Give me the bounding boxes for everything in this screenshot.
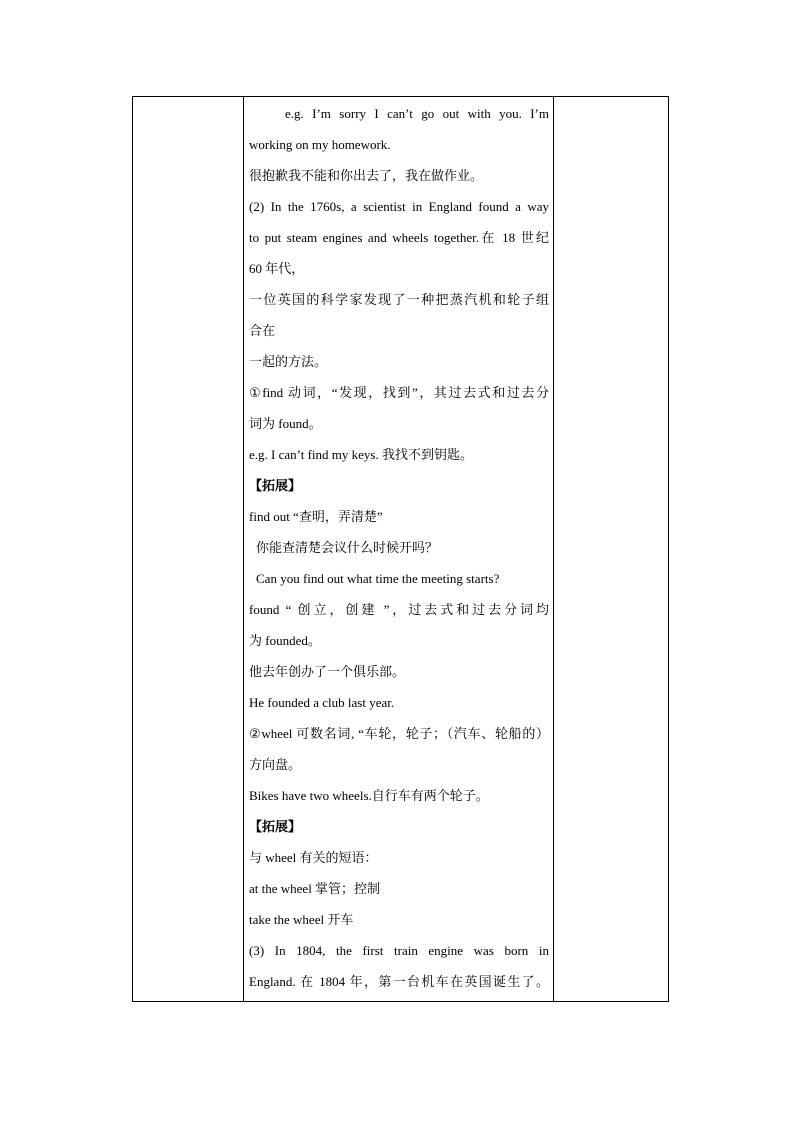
text-line: 一起的方法。 xyxy=(249,354,328,369)
text-line: 很抱歉我不能和你出去了，我在做作业。 xyxy=(249,168,484,183)
text-line: 你能查清楚会议什么时候开吗？ xyxy=(256,540,439,555)
text-line: 为 founded。 xyxy=(249,633,321,648)
text-line: 词为 found。 xyxy=(249,416,322,431)
text-line: to put steam engines and wheels together.在 18 世纪 xyxy=(249,230,549,245)
text-line: working on my homework. xyxy=(249,137,391,152)
section-heading: 【拓展】 xyxy=(249,478,302,493)
text-line: 60 年代， xyxy=(249,261,305,276)
text-line: Bikes have two wheels.自行车有两个轮子。 xyxy=(249,788,489,803)
text-line: ②wheel 可数名词, “车轮，轮子；（汽车、轮船的） xyxy=(249,726,549,741)
text-line: England. 在 1804 年，第一台机车在英国诞生了。 xyxy=(249,974,549,989)
text-line: 合在 xyxy=(249,323,276,338)
text-line: 方向盘。 xyxy=(249,757,302,772)
column-divider-right xyxy=(553,97,554,1001)
text-line: 一位英国的科学家发现了一种把蒸汽机和轮子组 xyxy=(249,292,549,307)
text-line: ①find 动词，“发现，找到”，其过去式和过去分 xyxy=(249,385,549,400)
text-line: (2) In the 1760s, a scientist in England found a way xyxy=(249,199,549,214)
text-line: 他去年创办了一个俱乐部。 xyxy=(249,664,406,679)
text-line: take the wheel 开车 xyxy=(249,912,354,927)
text-line: 与 wheel 有关的短语： xyxy=(249,850,378,865)
content-cell xyxy=(249,98,549,997)
text-line: He founded a club last year. xyxy=(249,695,395,710)
text-line: found “ 创立，创建 ”，过去式和过去分词均 xyxy=(249,602,549,617)
text-line: e.g. I’m sorry I can’t go out with you. I’m xyxy=(285,106,549,121)
column-divider-left xyxy=(243,97,244,1001)
text-line: find out “查明，弄清楚” xyxy=(249,509,383,524)
text-line: e.g. I can’t find my keys. 我找不到钥匙。 xyxy=(249,447,473,462)
text-line: at the wheel 掌管；控制 xyxy=(249,881,381,896)
section-heading: 【拓展】 xyxy=(249,819,302,834)
text-line: (3) In 1804, the first train engine was born in xyxy=(249,943,549,958)
text-line: Can you find out what time the meeting starts? xyxy=(256,571,500,586)
